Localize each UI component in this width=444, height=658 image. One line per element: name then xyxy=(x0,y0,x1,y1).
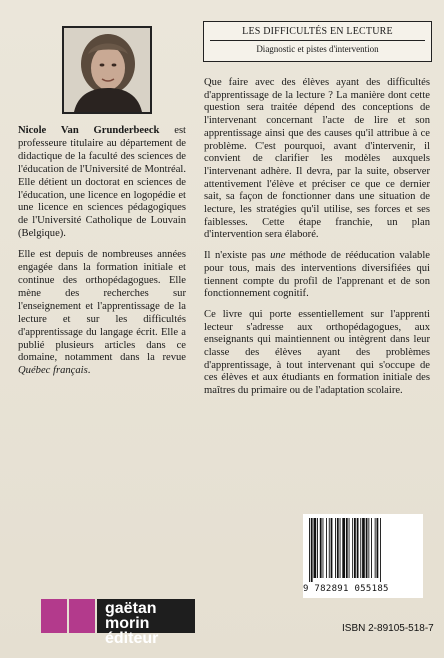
publisher-logo xyxy=(41,599,195,647)
isbn: ISBN 2-89105-518-7 xyxy=(342,623,434,634)
bio-p2-end: . xyxy=(87,365,91,377)
barcode-bar xyxy=(317,518,318,578)
barcode-bar xyxy=(340,518,341,578)
header-divider xyxy=(210,40,425,41)
publisher-name xyxy=(97,599,195,647)
barcode-bar xyxy=(349,518,350,578)
barcode-bar xyxy=(354,518,356,578)
bio-paragraph-1 xyxy=(18,125,186,241)
book-description xyxy=(204,77,430,406)
barcode-bar xyxy=(368,518,369,578)
barcode-bar xyxy=(366,518,368,578)
barcode-bar xyxy=(377,518,379,578)
journal-name: Québec français xyxy=(18,365,88,377)
barcode-bar xyxy=(380,518,381,582)
barcode-bar xyxy=(357,518,359,578)
barcode-bar xyxy=(342,518,345,578)
author-photo xyxy=(62,26,152,114)
barcode-bar xyxy=(337,518,339,578)
logo-square-2 xyxy=(69,599,95,633)
desc-paragraph-3: Ce livre qui porte essentiellement sur l'apprenti lecteur s'adresse aux orthopédagogues, aux enseignants qui maintiennent ou intègrent dans leur classe des élèves ayant des problèmes d'apprentissage, à tout intervenant qui s'occupe de ces élèves et aux étudiants en formation initiale des maîtres du primaire ou de l'adaptation scolaire. xyxy=(204,308,430,397)
barcode-bar xyxy=(329,518,330,578)
series-header xyxy=(203,21,432,62)
bio-p1-text: est professeure titulaire au département de didactique de la faculté des sciences de l'éducation de l'Université de Montréal. Elle détient un doctorat en sciences de l'éducation, une licence en logopédie et une licence en sciences pédagogiques de l'Université Catholique de Louvain (Belgique). xyxy=(18,125,187,240)
barcode-bar xyxy=(320,518,322,578)
desc-p2-text: Il n'existe pas xyxy=(204,250,271,262)
bio-paragraph-2 xyxy=(18,249,186,378)
desc-paragraph-1: Que faire avec des élèves ayant des difficultés d'apprentissage de la lecture ? La manière dont cette question sera traitée dépend des conceptions de l'intervenant concernant l'acte de lire et son apprentissage ainsi que des causes qu'il attribue à ce problème. C'est pourquoi, avant d'intervenir, il convient de clarifier les modèles auxquels l'intervenant adhère. Il devra, par la suite, observer attentivement l'élève et préciser ce que ce dernier sait, sa façon de fonctionner dans une situation de lecture, les stratégies qu'il utilise, ses forces et ses faiblesses. Cette étape franchie, un plan d'intervention sera élaboré. xyxy=(204,77,430,241)
barcode-bar xyxy=(346,518,348,578)
barcode-bar xyxy=(331,518,333,578)
barcode-bar xyxy=(323,518,324,578)
barcode-bar xyxy=(371,518,372,578)
bio-p2-text: Elle est depuis de nombreuses années engagée dans la formation initiale et continue des orthopédagogues. Elle mène des recherches sur l'enseignement et l'apprentissage de la lecture et sur les difficultés d'apprentissage du langage écrit. Elle a publié plusieurs articles dans ce domaine, notamment dans la revue xyxy=(18,249,186,364)
barcode-bar xyxy=(360,518,361,578)
desc-paragraph-2 xyxy=(204,250,430,301)
desc-p2-emphasis: une xyxy=(270,250,286,262)
logo-square-1 xyxy=(41,599,67,633)
barcode-bar xyxy=(375,518,376,578)
barcode-bar xyxy=(311,518,313,582)
barcode-bar xyxy=(314,518,317,578)
author-bio xyxy=(18,125,186,386)
author-name: Nicole Van Grunderbeeck xyxy=(18,125,160,136)
desc-p2-end: méthode de rééducation valable pour tous, mais des interventions diversifiées qui tiennent compte du profil de l'apprenant et de son fonctionnement cognitif. xyxy=(204,250,430,300)
barcode-bar xyxy=(309,518,310,582)
series-title: LES DIFFICULTÉS EN LECTURE xyxy=(242,26,393,37)
publisher-line-1: gaëtan morin xyxy=(105,600,157,632)
barcode-bar xyxy=(326,518,327,578)
barcode-bar xyxy=(335,518,336,578)
barcode-number: 9 782891 055185 xyxy=(303,584,389,594)
series-subtitle: Diagnostic et pistes d'intervention xyxy=(256,44,379,54)
barcode-bar xyxy=(352,518,353,578)
barcode-bar xyxy=(362,518,365,578)
publisher-line-2: éditeur xyxy=(105,630,159,647)
